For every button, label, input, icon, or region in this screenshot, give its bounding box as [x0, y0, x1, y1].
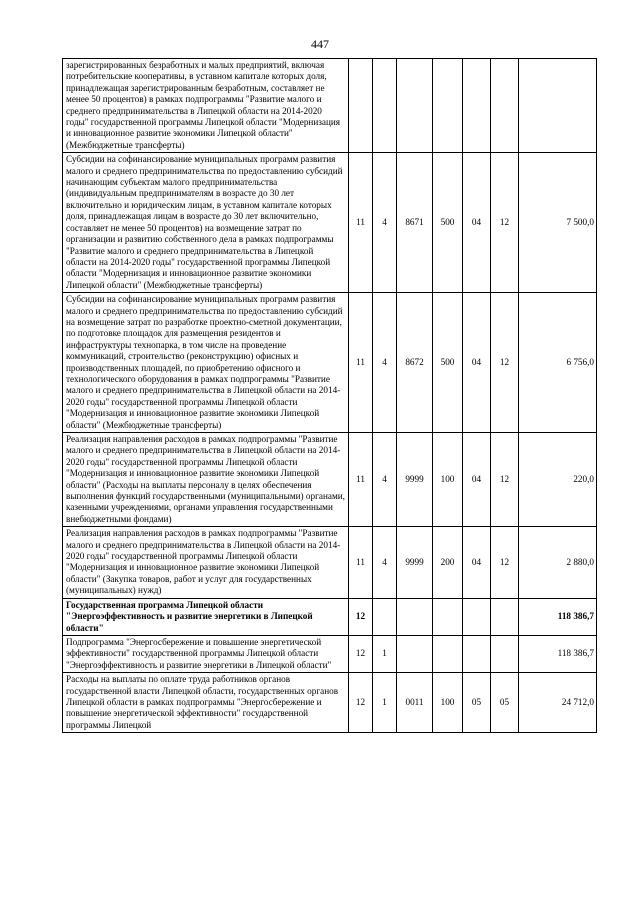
row-code-subsection: 12: [491, 433, 519, 527]
row-code-subsection: [491, 598, 519, 635]
row-code-expense-type: [433, 635, 463, 672]
row-code-expense-type: [433, 598, 463, 635]
row-code-section: [463, 59, 491, 153]
row-description: Реализация направления расходов в рамках подпрограммы "Развитие малого и среднего предпринимательства в Липецкой области на 2014-2020 годы" государственной программы Липецкой области "Модернизация и инновационное развитие экономики Липецкой области" (Расходы на выплаты персоналу в целях обеспечения выполнения функций государственными (муниципальными) органами, казенными учреждениями, органами управления государственными внебюджетными фондами): [63, 433, 349, 527]
row-code-direction: 0011: [397, 673, 433, 733]
table-row: [63, 59, 597, 153]
row-description: Субсидии на софинансирование муниципальных программ развития малого и среднего предпринимательства по предоставлению субсидий на возмещение затрат по разработке проектно-сметной документации, по подготовке площадок для размещения резидентов и инфраструктуры технопарка, в том числе на проведение коммуникаций, строительство (реконструкцию) офисных и производственных площадей, по приобретению офисного и технологического оборудования в рамках подпрограммы "Развитие малого и среднего предпринимательства в Липецкой области на 2014-2020 годы" государственной программы Липецкой области "Модернизация и инновационное развитие экономики Липецкой области" (Межбюджетные трансферты): [63, 293, 349, 433]
row-code-section: 04: [463, 527, 491, 598]
table-row: [63, 673, 597, 733]
row-description: Расходы на выплаты по оплате труда работников органов государственной власти Липецкой области, государственных органов Липецкой области в рамках подпрограммы "Энергосбережение и повышение энергетической эффективности" государственной программы Липецкой: [63, 673, 349, 733]
table-row: [63, 527, 597, 598]
row-code-subprogram: 1: [373, 635, 397, 672]
row-code-subprogram: 4: [373, 527, 397, 598]
row-description: зарегистрированных безработных и малых предприятий, включая потребительские кооперативы, в уставном капитале которых доля, принадлежащая зарегистрированным безработным, составляет не менее 50 процентов) в рамках подпрограммы "Развитие малого и среднего предпринимательства в Липецкой области на 2014-2020 годы" государственной программы Липецкой области "Модернизация и инновационное развитие экономики Липецкой области" (Межбюджетные трансферты): [63, 59, 349, 153]
row-code-program: 11: [349, 527, 373, 598]
row-code-subsection: 12: [491, 293, 519, 433]
row-code-expense-type: 100: [433, 433, 463, 527]
row-code-subprogram: [373, 598, 397, 635]
page-number: 447: [311, 37, 329, 51]
row-code-program: 12: [349, 635, 373, 672]
row-code-subprogram: [373, 59, 397, 153]
row-code-subprogram: 4: [373, 153, 397, 293]
row-code-program: 11: [349, 293, 373, 433]
row-code-subsection: 12: [491, 153, 519, 293]
row-code-program: 11: [349, 433, 373, 527]
row-code-expense-type: 200: [433, 527, 463, 598]
row-code-direction: [397, 635, 433, 672]
row-code-subprogram: 1: [373, 673, 397, 733]
row-description: Субсидии на софинансирование муниципальных программ развития малого и среднего предпринимательства по предоставлению субсидий начинающим субъектам малого предпринимательства (индивидуальным предпринимателям в возрасте до 30 лет включительно и юридическим лицам, в уставном капитале которых доля, принадлежащая лицам в возрасте до 30 лет включительно, составляет не менее 50 процентов) на возмещение затрат по организации и развитию собственного дела в рамках подпрограммы "Развитие малого и среднего предпринимательства в Липецкой области на 2014-2020 годы" государственной программы Липецкой области "Модернизация и инновационное развитие экономики Липецкой области" (Межбюджетные трансферты): [63, 153, 349, 293]
row-code-direction: 8672: [397, 293, 433, 433]
row-code-subsection: 05: [491, 673, 519, 733]
row-code-section: 04: [463, 293, 491, 433]
row-code-expense-type: [433, 59, 463, 153]
row-code-direction: [397, 59, 433, 153]
row-code-section: 04: [463, 153, 491, 293]
row-amount: 6 756,0: [519, 293, 597, 433]
row-code-expense-type: 100: [433, 673, 463, 733]
budget-table: [62, 58, 597, 733]
row-code-section: [463, 598, 491, 635]
row-code-program: [349, 59, 373, 153]
budget-table-body: [63, 59, 597, 733]
row-code-subsection: [491, 635, 519, 672]
row-code-section: 04: [463, 433, 491, 527]
row-amount: 118 386,7: [519, 598, 597, 635]
table-row: [63, 433, 597, 527]
row-code-program: 12: [349, 598, 373, 635]
table-row: [63, 293, 597, 433]
row-amount: 24 712,0: [519, 673, 597, 733]
row-description: Подпрограмма "Энергосбережение и повышение энергетической эффективности" государственной программы Липецкой области "Энергоэффективность и развитие энергетики в Липецкой области": [63, 635, 349, 672]
table-row: [63, 598, 597, 635]
row-code-direction: [397, 598, 433, 635]
row-code-subprogram: 4: [373, 433, 397, 527]
row-code-direction: 8671: [397, 153, 433, 293]
row-amount: 220,0: [519, 433, 597, 527]
table-row: [63, 153, 597, 293]
row-code-program: 11: [349, 153, 373, 293]
row-amount: [519, 59, 597, 153]
row-code-subsection: [491, 59, 519, 153]
row-code-section: [463, 635, 491, 672]
row-code-section: 05: [463, 673, 491, 733]
row-description: Реализация направления расходов в рамках подпрограммы "Развитие малого и среднего предпринимательства в Липецкой области на 2014-2020 годы" государственной программы Липецкой области "Модернизация и инновационное развитие экономики Липецкой области" (Закупка товаров, работ и услуг для государственных (муниципальных) нужд): [63, 527, 349, 598]
row-amount: 118 386,7: [519, 635, 597, 672]
row-code-expense-type: 500: [433, 293, 463, 433]
row-code-program: 12: [349, 673, 373, 733]
row-code-direction: 9999: [397, 433, 433, 527]
row-code-direction: 9999: [397, 527, 433, 598]
row-code-expense-type: 500: [433, 153, 463, 293]
table-row: [63, 635, 597, 672]
row-amount: 7 500,0: [519, 153, 597, 293]
row-description: Государственная программа Липецкой области "Энергоэффективность и развитие энергетики в Липецкой области": [63, 598, 349, 635]
row-amount: 2 880,0: [519, 527, 597, 598]
row-code-subsection: 12: [491, 527, 519, 598]
row-code-subprogram: 4: [373, 293, 397, 433]
